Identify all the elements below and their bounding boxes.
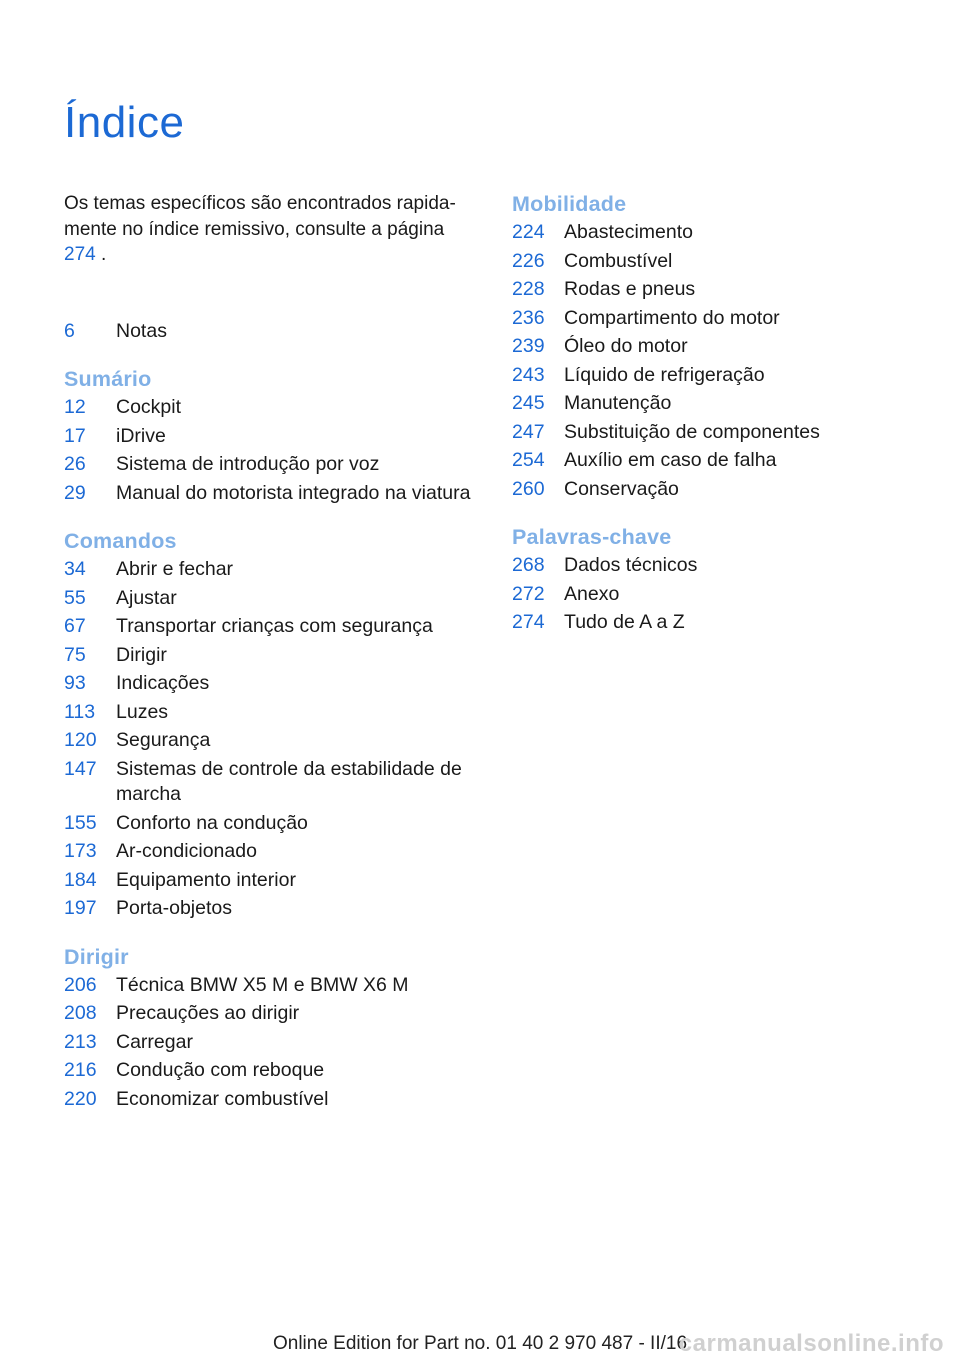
intro-text (64, 191, 484, 268)
toc-page-number[interactable]: 216 (64, 1059, 97, 1081)
toc-entry-label: iDrive (116, 424, 166, 447)
toc-right-sections (512, 191, 932, 636)
toc-entry[interactable] (64, 728, 484, 754)
toc-entry[interactable] (64, 700, 484, 726)
toc-left-sections (64, 366, 484, 1112)
toc-page-number[interactable]: 26 (64, 453, 86, 475)
toc-entry[interactable] (64, 557, 484, 583)
toc-page-number[interactable]: 17 (64, 424, 86, 447)
toc-page-number[interactable]: 247 (512, 420, 545, 443)
toc-entry-label: Indicações (116, 672, 210, 694)
page-title: Índice (64, 98, 185, 147)
toc-page-number[interactable]: 155 (64, 811, 97, 834)
intro-page-link[interactable]: 274 (64, 244, 96, 265)
toc-page-number[interactable]: 224 (512, 221, 545, 243)
toc-entry[interactable] (512, 391, 932, 417)
toc-entry[interactable] (512, 582, 932, 608)
toc-entry[interactable] (512, 306, 932, 332)
toc-page-number[interactable]: 197 (64, 897, 97, 919)
toc-entry[interactable] (512, 448, 932, 474)
toc-entry-label: Abastecimento (564, 221, 693, 243)
toc-entry[interactable] (64, 1058, 484, 1084)
toc-entry-label: Ar-condicionado (116, 840, 257, 862)
toc-entry[interactable] (512, 553, 932, 579)
toc-entry[interactable] (512, 477, 932, 503)
toc-top-list (64, 319, 484, 345)
toc-entry[interactable] (512, 220, 932, 246)
toc-entry-label: Equipamento interior (116, 868, 296, 891)
toc-page-number[interactable]: 55 (64, 586, 86, 609)
toc-entry[interactable] (512, 363, 932, 389)
toc-page-number[interactable]: 208 (64, 1002, 97, 1024)
toc-entry-label: Conforto na condução (116, 811, 308, 834)
toc-entry[interactable] (64, 452, 484, 478)
toc-page-number[interactable]: 268 (512, 554, 545, 576)
toc-entry-label: Dados técnicos (564, 554, 698, 576)
section-title: Palavras-chave (512, 525, 672, 549)
toc-page-number[interactable]: 206 (64, 973, 97, 996)
toc-entry-label: Condução com reboque (116, 1059, 325, 1081)
toc-entry-label: Tudo de A a Z (564, 611, 685, 633)
toc-page-number[interactable]: 184 (64, 868, 97, 891)
toc-entry-label: Cockpit (116, 396, 182, 418)
toc-page-number[interactable]: 239 (512, 335, 545, 357)
intro-suffix: . (95, 244, 107, 265)
toc-page-number[interactable]: 220 (64, 1087, 97, 1110)
toc-entry[interactable] (64, 896, 484, 922)
section-title: Sumário (64, 367, 152, 391)
section-title: Dirigir (64, 944, 129, 969)
toc-page-number[interactable]: 272 (512, 582, 545, 605)
toc-entry[interactable] (64, 868, 484, 894)
toc-page-number[interactable]: 6 (64, 319, 75, 342)
toc-entry-label: Anexo (564, 582, 620, 605)
toc-page-number[interactable]: 228 (512, 278, 545, 300)
watermark: carmanualsonline.info (678, 1330, 944, 1357)
toc-entry[interactable] (512, 420, 932, 446)
left-column (64, 191, 484, 1115)
toc-entry-label: Transportar crianças com segurança (116, 615, 433, 637)
toc-page-number[interactable]: 34 (64, 558, 86, 580)
right-column (512, 191, 932, 639)
toc-page-number[interactable]: 93 (64, 672, 86, 694)
toc-entry-label: Combustível (564, 249, 673, 272)
toc-page-number[interactable]: 67 (64, 615, 86, 637)
toc-entry-label: Conservação (564, 477, 679, 500)
toc-entry[interactable] (64, 839, 484, 865)
toc-entry[interactable] (64, 424, 484, 450)
toc-page-number[interactable]: 147 (64, 757, 97, 780)
toc-entry[interactable] (64, 614, 484, 640)
intro-line-2: mente no índice remissivo, consulte a página (64, 218, 445, 240)
toc-entry[interactable] (64, 1030, 484, 1056)
toc-entry-label: Manutenção (564, 392, 672, 414)
toc-entry[interactable] (64, 319, 484, 345)
toc-entry[interactable] (64, 1001, 484, 1027)
intro-line-1: Os temas específicos são encontrados rapida- (64, 193, 456, 214)
toc-page-number[interactable]: 226 (512, 249, 545, 272)
section-title: Comandos (64, 529, 177, 553)
toc-entry-label: Compartimento do motor (564, 306, 780, 329)
toc-entry-label: Porta-objetos (116, 897, 232, 919)
toc-entry-label: Ajustar (116, 586, 177, 609)
toc-entry[interactable] (512, 249, 932, 275)
toc-entry-label: Substituição de componentes (564, 420, 820, 443)
toc-page-number[interactable]: 254 (512, 449, 545, 471)
toc-entry-label: Óleo do motor (564, 335, 688, 357)
toc-entry-label: Segurança (116, 729, 211, 751)
toc-page-number[interactable]: 245 (512, 392, 545, 414)
toc-entry-label: Economizar combustível (116, 1087, 329, 1110)
toc-entry[interactable] (64, 481, 484, 507)
toc-entry-label: Notas (116, 319, 167, 342)
toc-page-number[interactable]: 274 (512, 611, 545, 633)
toc-entry-label: Auxílio em caso de falha (564, 449, 777, 471)
toc-entry-label: Sistema de introdução por voz (116, 453, 380, 475)
toc-entry-label: Técnica BMW X5 M e BMW X6 M (116, 973, 409, 996)
toc-entry[interactable] (512, 277, 932, 303)
toc-entry-label: Abrir e fechar (116, 558, 234, 580)
toc-page-number[interactable]: 12 (64, 396, 86, 418)
toc-entry-label: Líquido de refrigeração (564, 363, 765, 386)
toc-entry-label: Precauções ao dirigir (116, 1002, 300, 1024)
toc-page-number[interactable]: 29 (64, 481, 86, 504)
toc-page-number[interactable]: 236 (512, 306, 545, 329)
toc-entry[interactable] (64, 395, 484, 421)
toc-entry[interactable] (64, 973, 484, 999)
toc-page-number[interactable]: 113 (64, 700, 96, 723)
toc-page-number[interactable]: 260 (512, 477, 545, 500)
toc-page-number[interactable]: 120 (64, 729, 97, 751)
toc-page-number[interactable]: 243 (512, 363, 545, 386)
section-title: Mobilidade (512, 192, 627, 216)
toc-page-number[interactable]: 173 (64, 840, 97, 862)
toc-entry[interactable] (64, 586, 484, 612)
toc-entry-label: Carregar (116, 1030, 193, 1053)
toc-entry[interactable] (64, 757, 484, 808)
toc-page-number[interactable]: 75 (64, 643, 86, 666)
toc-entry[interactable] (512, 334, 932, 360)
toc-entry[interactable] (64, 811, 484, 837)
toc-entry[interactable] (64, 671, 484, 697)
toc-entry-label: Dirigir (116, 643, 167, 666)
toc-entry-label: Sistemas de controle da estabilidade de marcha (116, 757, 462, 805)
toc-entry-label: Manual do motorista integrado na viatura (116, 481, 471, 504)
toc-entry[interactable] (64, 1087, 484, 1113)
toc-entry-label: Rodas e pneus (564, 278, 696, 300)
toc-entry[interactable] (512, 610, 932, 636)
footer-edition-text: Online Edition for Part no. 01 40 2 970 487 - II/16 (272, 1333, 688, 1354)
toc-entry[interactable] (64, 643, 484, 669)
toc-page-number[interactable]: 213 (64, 1030, 97, 1053)
toc-entry-label: Luzes (116, 700, 169, 723)
